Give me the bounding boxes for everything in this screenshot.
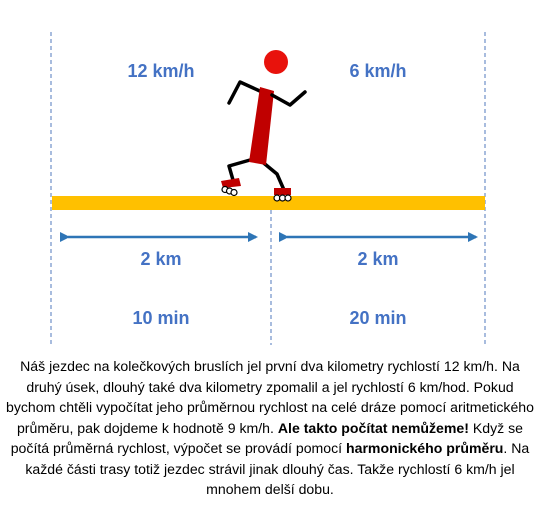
caption-emphasis-harmonic-mean: harmonického průměru: [346, 440, 504, 456]
track-bar: [52, 196, 485, 210]
explanation-caption: [6, 356, 534, 500]
caption-part-1: Náš jezdec na kolečkových bruslích jel první dva kilometry rychlostí 12 km/h. Na druhý úsek, dlouhý také dva kilometry zpomalil a jel rychlostí 6 km/hod. Pokud bychom chtěli vypočítat jeho průměrnou rychlost na celé dráze pomocí aritmetického průměru, pak dojdeme k hodnotě 9 km/h.: [6, 358, 534, 436]
caption-part-3: . Na každé části trasy totiž jezdec strávil jinak dlouhý čas. Takže rychlostí 6 km/h jel mnohem delší dobu.: [25, 440, 530, 497]
inline-skater-icon: [221, 50, 305, 201]
segment1-speed-label: 12 km/h: [127, 61, 195, 81]
segment1-time-label: 10 min: [132, 308, 190, 328]
segment1-distance-label: 2 km: [140, 249, 182, 269]
segment2-time-label: 20 min: [349, 308, 407, 328]
caption-part-2: Když se počítá průměrná rychlost, výpočet se provádí pomocí: [10, 419, 524, 456]
caption-emphasis-cannot-compute: Ale takto počítat nemůžeme!: [277, 419, 469, 436]
segment2-speed-label: 6 km/h: [349, 61, 407, 81]
segment2-distance-label: 2 km: [357, 249, 399, 269]
